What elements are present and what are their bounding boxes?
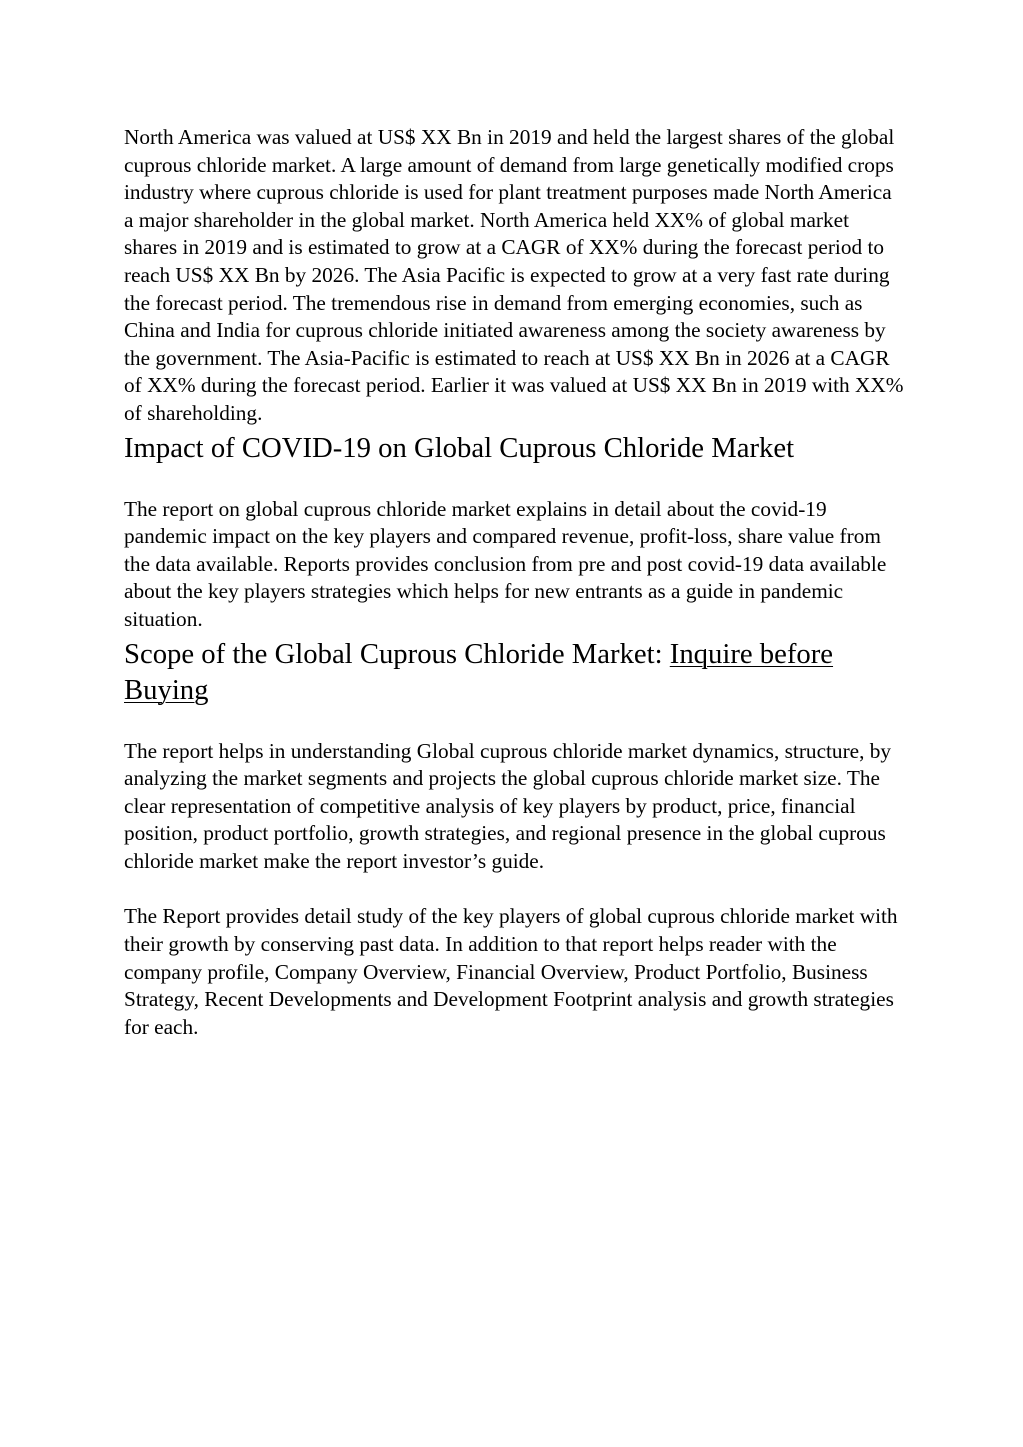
inquire-before-buying-link[interactable]: Inquire before Buying (124, 637, 834, 706)
paragraph-scope-1: The report helps in understanding Global cuprous chloride market dynamics, structure, by analyzing the market segments and projects the global cuprous chloride market size. The clear representation of competitive analysis of key players by product, price, financial position, product portfolio, growth strategies, and regional presence in the global cuprous chloride market make the report investor’s guide. (124, 738, 892, 873)
document-page (124, 124, 904, 1041)
heading-scope-text: Scope of the Global Cuprous Chloride Market: (124, 637, 670, 670)
heading-covid-impact: Impact of COVID-19 on Global Cuprous Chloride Market (124, 431, 795, 464)
paragraph-scope-2: The Report provides detail study of the key players of global cuprous chloride market with their growth by conserving past data. In addition to that report helps reader with the company profile, Company Overview, Financial Overview, Product Portfolio, Business Strategy, Recent Developments and Development Footprint analysis and growth strategies for each. (124, 904, 898, 1039)
heading-scope (124, 636, 904, 708)
paragraph-north-america: North America was valued at US$ XX Bn in 2019 and held the largest shares of the global cuprous chloride market. A large amount of demand from large genetically modified crops industry where cuprous chloride is used for plant treatment purposes made North America a major shareholder in the global market. North America held XX% of global market shares in 2019 and is estimated to grow at a CAGR of XX% during the forecast period to reach US$ XX Bn by 2026. The Asia Pacific is expected to grow at a very fast rate during the forecast period. The tremendous rise in demand from emerging economies, such as China and India for cuprous chloride initiated awareness among the society awareness by the government. The Asia-Pacific is estimated to reach at US$ XX Bn in 2026 at a CAGR of XX% during the forecast period. Earlier it was valued at US$ XX Bn in 2019 with XX% of shareholding. (124, 125, 904, 425)
paragraph-covid: The report on global cuprous chloride market explains in detail about the covid-19 pandemic impact on the key players and compared revenue, profit-loss, share value from the data available. Reports provides conclusion from pre and post covid-19 data available about the key players strategies which helps for new entrants as a guide in pandemic situation. (124, 496, 887, 631)
